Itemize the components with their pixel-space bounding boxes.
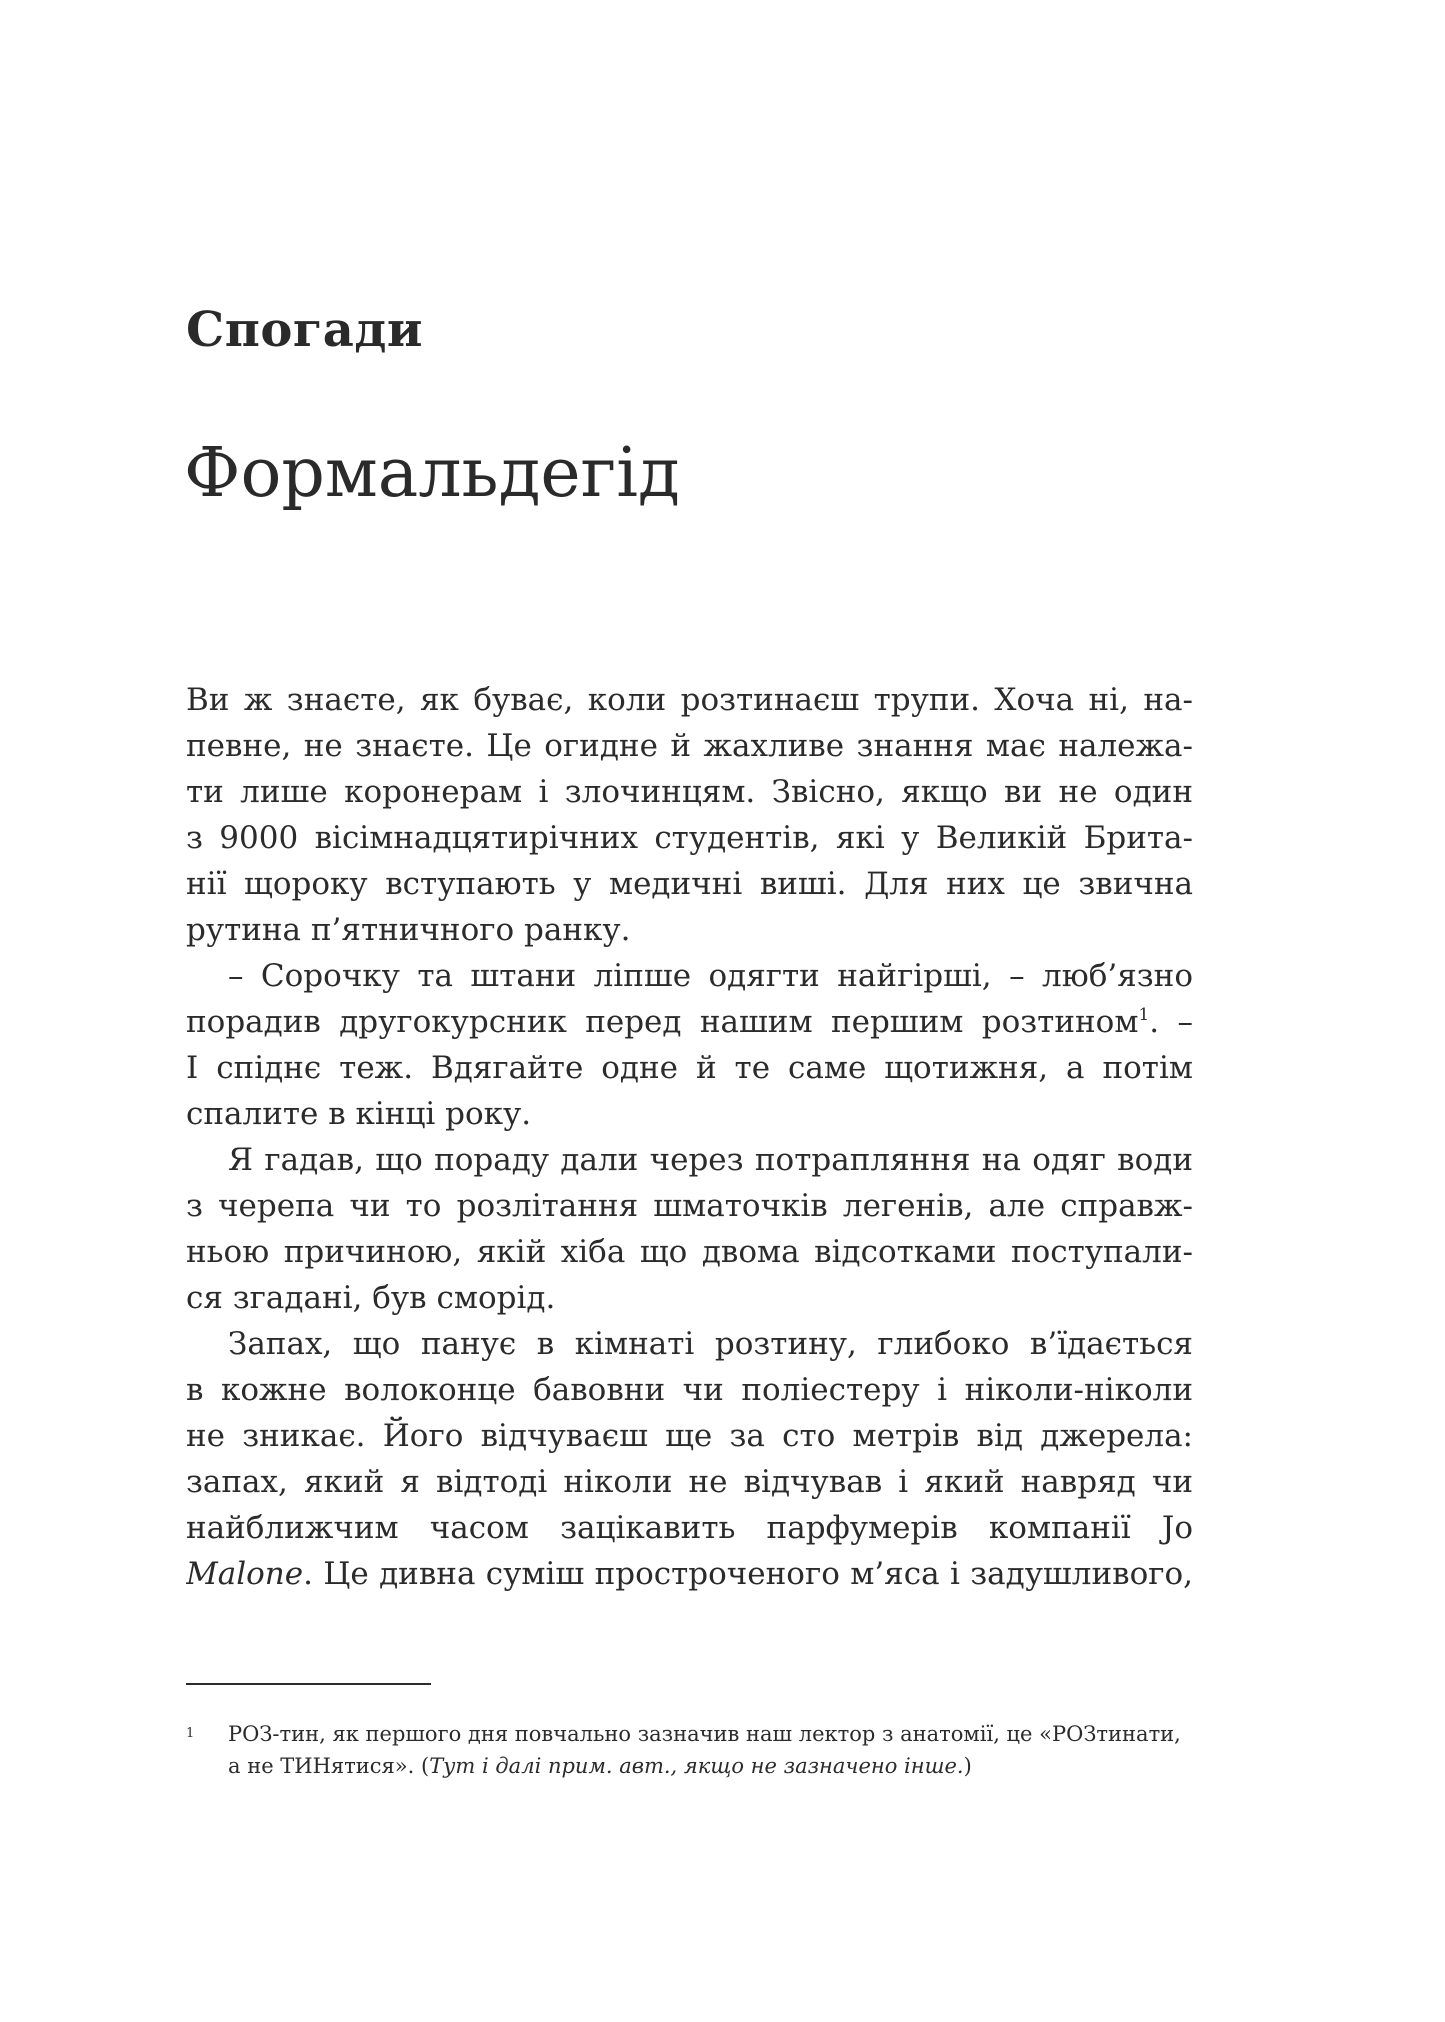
paragraph-3	[186, 1137, 1193, 1321]
text-line: Ви ж знаєте, як буває, коли розтинаєш трупи. Хоча ні, на-	[186, 682, 1193, 718]
text-line: І спіднє теж. Вдягайте одне й те саме щотижня, а потім	[186, 1050, 1193, 1086]
footnote-ref[interactable]: 1	[1138, 1005, 1150, 1025]
text-line: з 9000 вісімнадцятирічних студентів, які у Великій Брита-	[186, 820, 1193, 856]
footnote-line	[186, 1750, 1193, 1782]
text-segment: )	[963, 1754, 972, 1778]
text-line: Запах, що панує в кімнаті розтину, глибоко в’їдається	[228, 1326, 1193, 1362]
text-segment: . Це дивна суміш простроченого м’яса і задушливого,	[303, 1556, 1193, 1592]
body-text	[186, 677, 1193, 1597]
text-line	[186, 1551, 1193, 1597]
text-line: Я гадав, що пораду дали через потрапляння на одяг води	[228, 1142, 1193, 1178]
chapter-title: Формальдегід	[184, 434, 680, 513]
footnote-line: РОЗ-тин, як першого дня повчально зазначив наш лектор з анатомії, це «РОЗтинати,	[228, 1722, 1181, 1746]
section-title: Спогади	[186, 302, 423, 358]
text-segment: порадив другокурсник перед нашим першим розтином	[186, 1004, 1139, 1040]
text-line: запах, який я відтоді ніколи не відчував і який навряд чи	[186, 1464, 1193, 1500]
text-line: найближчим часом зацікавить парфумерів компанії Jo	[186, 1510, 1193, 1546]
text-line: рутина п’ятничного ранку.	[186, 912, 631, 948]
text-line: в кожне волоконце бавовни чи поліестеру і ніколи-ніколи	[186, 1372, 1193, 1408]
text-segment-italic: Тут і далі прим. авт., якщо не зазначено інше.	[429, 1754, 964, 1778]
text-line: ньою причиною, якій хіба що двома відсотками поступали-	[186, 1234, 1193, 1270]
text-line: не зникає. Його відчуваєш ще за сто метрів від джерела:	[186, 1418, 1193, 1454]
paragraph-2	[186, 953, 1193, 1137]
footnote-number: 1	[186, 1726, 195, 1741]
text-line: спалите в кінці року.	[186, 1096, 532, 1132]
text-line: з черепа чи то розлітання шматочків легенів, але справж-	[186, 1188, 1193, 1224]
text-line: ти лише коронерам і злочинцям. Звісно, якщо ви не один	[186, 774, 1193, 810]
italic-brand: Malone	[186, 1556, 304, 1592]
text-line: нії щороку вступають у медичні виші. Для них це звична	[186, 866, 1193, 902]
text-segment: а не ТИНятися». (	[228, 1754, 430, 1778]
text-segment: . –	[1149, 1004, 1193, 1040]
text-line: певне, не знаєте. Це огидне й жахливе знання має належа-	[186, 728, 1193, 764]
paragraph-4	[186, 1321, 1193, 1597]
text-line: ся згадані, був сморід.	[186, 1280, 556, 1316]
footnote-divider	[186, 1683, 431, 1685]
text-line: – Сорочку та штани ліпше одягти найгірші, – люб’язно	[228, 958, 1193, 994]
paragraph-1	[186, 677, 1193, 953]
text-line	[186, 999, 1193, 1045]
footnote	[186, 1718, 1193, 1782]
